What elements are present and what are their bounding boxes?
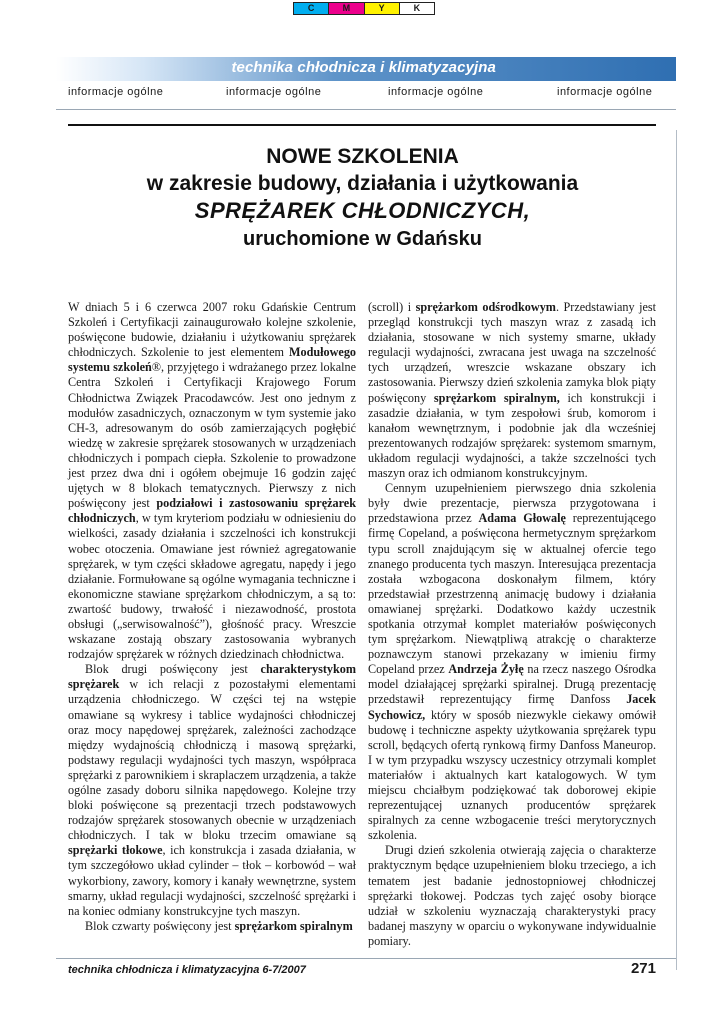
journal-issue: technika chłodnicza i klimatyzacyjna 6-7/2007 xyxy=(68,964,306,976)
paragraph: (scroll) i sprężarkom odśrodkowym. Przedstawiany jest przegląd konstrukcji tych maszyn wraz z zasadą ich działania, stosowane w nich systemy smarne, układy regulacji wydajności, zwracana jest uwaga na szczelność tych urządzeń, wreszcie wskazane obszary ich zastosowania. Pierwszy dzień szkolenia zamyka blok piąty poświęcony sprężarkom spiralnym, ich konstrukcji i zasadzie działania, w tym zespołowi śrub, komorom i kanałom wewnętrznym, i podobnie jak dla wcześniej prezentowanych rodzajów sprężarek: systemom smarnym, układom regulacji wydajności, a także szczelności tych maszyn oraz ich odmianom konstrukcyjnym. xyxy=(368,300,656,481)
paragraph: Cennym uzupełnieniem pierwszego dnia szkolenia były dwie prezentacje, pierwsza przygotowana i przedstawiona przez Adama Głowalę reprezentującego firmę Copeland, a poświęcona hermetycznym sprężarkom typu scroll znajdującym się w aktualnej ofercie tego znanego producenta tych maszyn. Interesująca prezentacja została wzbogacona doskonałym filmem, który przedstawiał przestrzenną animację budowy i działania omawianej sprężarki. Dodatkowo każdy uczestnik spotkania otrzymał komplet materiałów poświęconych tym sprężarkom. Niewątpliwą atrakcję o charakterze poznawczym stanowi przekazany w imieniu firmy Copeland przez Andrzeja Żyłę na rzecz naszego Ośrodka model działającej sprężarki spiralnej. Drugą prezentację przedstawił reprezentujący firmę Danfoss Jacek Sychowicz, który w sposób niezwykle ciekawy omówił budowę i techniczne aspekty użytkowania sprężarek typu scroll, będących ofertą rynkową firmy Danfoss Maneurop. I w tym przypadku wszyscy uczestnicy otrzymali komplet materiałów i aktualnych kart katalogowych. W tym miejscu chciałbym podziękować tak doborowej ekipie reprezentującej uznanych producentów sprężarek spiralnych za cenne wzbogacenie treści merytorycznych szkolenia. xyxy=(368,481,656,843)
paragraph: Blok drugi poświęcony jest charakterystykom sprężarek w ich relacji z pozostałymi elementami urządzenia chłodniczego. W części tej na wstępie omawiane są wykresy i tablice wydajności chłodniczej oraz mocy napędowej sprężarek, zależności zachodzące między wydajnością chłodniczą i masową sprężarki, podstawy regulacji wydajności tych maszyn, współpraca sprężarki z parownikiem i skraplaczem urządzenia, a także ogólne zasady doboru silnika napędowego. Kolejne trzy bloki poświęcone są prezentacji trzech podstawowych rodzajów sprężarek stosowanych obecnie w urządzeniach chłodniczych. I tak w bloku trzecim omawiane są sprężarki tłokowe, ich konstrukcja i zasada działania, w tym szczegółowo układ cylinder – tłok – korbowód – wał wykorbiony, zawory, komory i kanały wewnętrzne, system smarny, układ regulacji wydajności, szczelność sprężarki i na koniec odmiany konstrukcyjne tych maszyn. xyxy=(68,662,356,918)
title-line-3: SPRĘŻAREK CHŁODNICZYCH, xyxy=(194,198,531,223)
cmyk-color-bar xyxy=(293,2,435,15)
category-tab: informacje ogólne xyxy=(557,86,653,98)
title-line-4: uruchomione w Gdańsku xyxy=(243,228,482,250)
paragraph: Blok czwarty poświęcony jest sprężarkom spiralnym xyxy=(85,918,353,933)
section-title: technika chłodnicza i klimatyzacyjna xyxy=(231,59,496,76)
category-tab: informacje ogólne xyxy=(388,86,484,98)
title-line-2: w zakresie budowy, działania i użytkowania xyxy=(146,172,579,195)
cmyk-c: C xyxy=(294,3,329,14)
cmyk-m: M xyxy=(329,3,364,14)
section-banner xyxy=(56,57,676,81)
cmyk-y: Y xyxy=(365,3,400,14)
article-title xyxy=(40,143,685,253)
article-column-right xyxy=(368,300,656,949)
category-tabs xyxy=(68,86,658,102)
paragraph: W dniach 5 i 6 czerwca 2007 roku Gdańskie Centrum Szkoleń i Certyfikacji zainaugurowało kolejne szkolenie, poświęcone budowie, działaniu i użytkowaniu sprężarek chłodniczych. Szkolenie to jest elementem Modułowego systemu szkoleń®, przyjętego i wdrażanego przez lokalne Centra Szkoleń i Certyfikacji Krajowego Forum Chłodnictwa Związek Pracodawców. Jest ono jednym z modułów zasadniczych, oznaczonym w tym systemie jako CH-3, adresowanym do osób zamierzających pogłębić wiedzę w zakresie sprężarek stosowanych w urządzeniach chłodniczych i pompach ciepła. Szkolenie to prowadzone jest przez dwa dni i ogółem obejmuje 16 godzin zajęć ujętych w 8 blokach tematycznych. Pierwszy z nich poświęcony jest podziałowi i zastosowaniu sprężarek chłodniczych, w tym kryteriom podziału w odniesieniu do wielkości, zasady działania i szczelności ich konstrukcji wobec otoczenia. Omawiane jest również agregatowanie sprężarek, w tym części składowe agregatu, napędy i jego działanie. Formułowane są ogólne wymagania techniczne i ekonomiczne stawiane sprężarkom chłodniczym, a są to: zwartość budowy, trwałość i niezawodność, prostota obsługi („serwisowalność”), głośność pracy. Wreszcie wskazane zostają obszary zastosowania wybranych rodzajów sprężarek w różnych dziedzinach chłodnictwa. xyxy=(68,300,356,662)
page-number: 271 xyxy=(630,960,656,977)
article-column-left xyxy=(68,300,356,934)
title-line-1: NOWE SZKOLENIA xyxy=(266,145,459,168)
paragraph: Drugi dzień szkolenia otwierają zajęcia o charakterze praktycznym będące uzupełnieniem bloku trzeciego, a ich tematem jest badanie jednostopniowej chłodniczej sprężarki tłokowej. Podczas tych zajęć osoby biorące udział w szkoleniu wyznaczają charakterystyki pracy badanej maszyny w oparciu o wykonywane indywidualnie pomiary. xyxy=(368,843,656,948)
cmyk-k: K xyxy=(400,3,434,14)
category-tab: informacje ogólne xyxy=(226,86,322,98)
header-divider xyxy=(56,109,676,110)
title-divider xyxy=(68,124,656,126)
footer-divider xyxy=(56,958,676,959)
category-tab: informacje ogólne xyxy=(68,86,164,98)
margin-rule xyxy=(676,130,677,970)
